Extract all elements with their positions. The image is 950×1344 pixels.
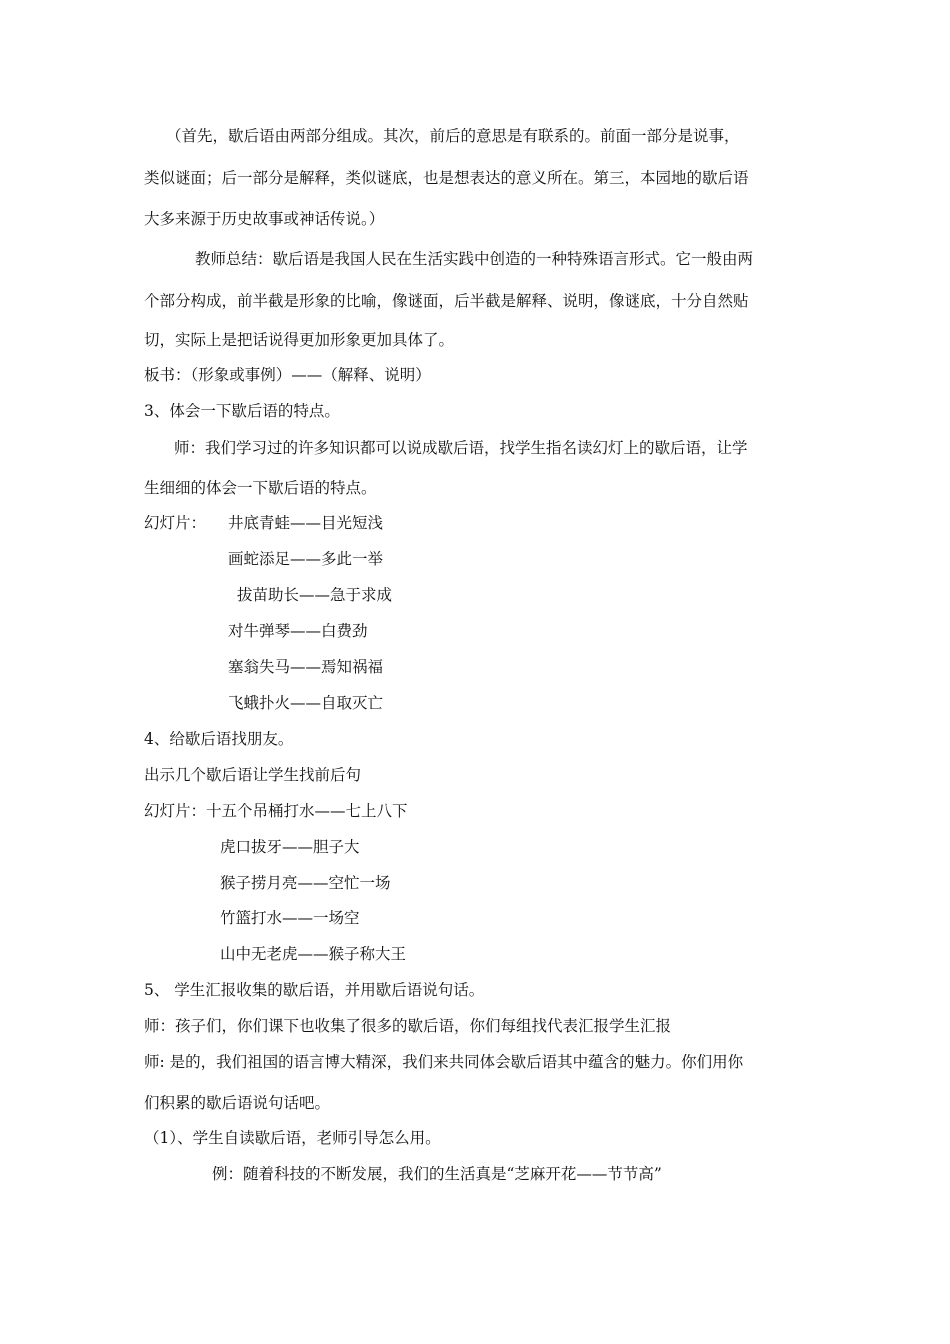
slide-idiom-item: 虎口拔牙——胆子大 <box>220 838 360 856</box>
summary-line1: 教师总结：歇后语是我国人民在生活实践中创造的一种特殊语言形式。它一般由两 <box>195 250 754 268</box>
section3-slide-label: 幻灯片： <box>144 514 207 532</box>
paragraph1-line2: 类似谜面；后一部分是解释，类似谜底，也是想表达的意义所在。第三，本园地的歇后语 <box>144 169 749 187</box>
section3-teacher-line1: 师：我们学习过的许多知识都可以说成歇后语，找学生指名读幻灯上的歇后语，让学 <box>174 439 748 457</box>
slide-idiom-item: 井底青蛙——目光短浅 <box>228 514 384 532</box>
section5-heading: 5、 学生汇报收集的歇后语，并用歇后语说句话。 <box>144 981 485 999</box>
paragraph1-line3: 大多来源于历史故事或神话传说。） <box>144 210 385 228</box>
section3-heading: 3、体会一下歇后语的特点。 <box>144 402 340 420</box>
slide-idiom-item: 对牛弹琴——白费劲 <box>228 622 368 640</box>
slide-idiom-item: 猴子捞月亮——空忙一场 <box>220 874 391 892</box>
slide-idiom-item: 画蛇添足——多此一举 <box>228 550 384 568</box>
section5-sub1: （1）、学生自读歇后语，老师引导怎么用。 <box>144 1129 441 1147</box>
slide-idiom-item: 竹篮打水——一场空 <box>220 909 360 927</box>
section5-teacher1: 师：孩子们，你们课下也收集了很多的歇后语，你们每组找代表汇报学生汇报 <box>144 1017 672 1035</box>
section5-example: 例：随着科技的不断发展，我们的生活真是“芝麻开花——节节高” <box>212 1165 662 1183</box>
slide-idiom-item: 拔苗助长——急于求成 <box>237 586 393 604</box>
section3-teacher-line2: 生细细的体会一下歇后语的特点。 <box>144 479 377 497</box>
section4-intro: 出示几个歇后语让学生找前后句 <box>144 766 362 784</box>
slide-idiom-item: 塞翁失马——焉知祸福 <box>228 658 384 676</box>
slide-idiom-item: 山中无老虎——猴子称大王 <box>220 945 407 963</box>
section4-heading: 4、给歇后语找朋友。 <box>144 730 294 748</box>
section4-slide-first: 幻灯片：十五个吊桶打水——七上八下 <box>144 802 408 820</box>
slide-idiom-item: 飞蛾扑火——自取灭亡 <box>228 694 384 712</box>
board-note: 板书：（形象或事例）——（解释、说明） <box>144 366 431 384</box>
section5-teacher2-line2: 们积累的歇后语说句话吧。 <box>144 1094 331 1112</box>
paragraph1-line1: （首先，歇后语由两部分组成。其次，前后的意思是有联系的。前面一部分是说事， <box>166 127 740 145</box>
section5-teacher2-line1: 师: 是的，我们祖国的语言博大精深，我们来共同体会歇后语其中蕴含的魅力。你们用你 <box>144 1053 744 1071</box>
summary-line3: 切，实际上是把话说得更加形象更加具体了。 <box>144 331 455 349</box>
summary-line2: 个部分构成，前半截是形象的比喻，像谜面，后半截是解释、说明，像谜底，十分自然贴 <box>144 292 749 310</box>
